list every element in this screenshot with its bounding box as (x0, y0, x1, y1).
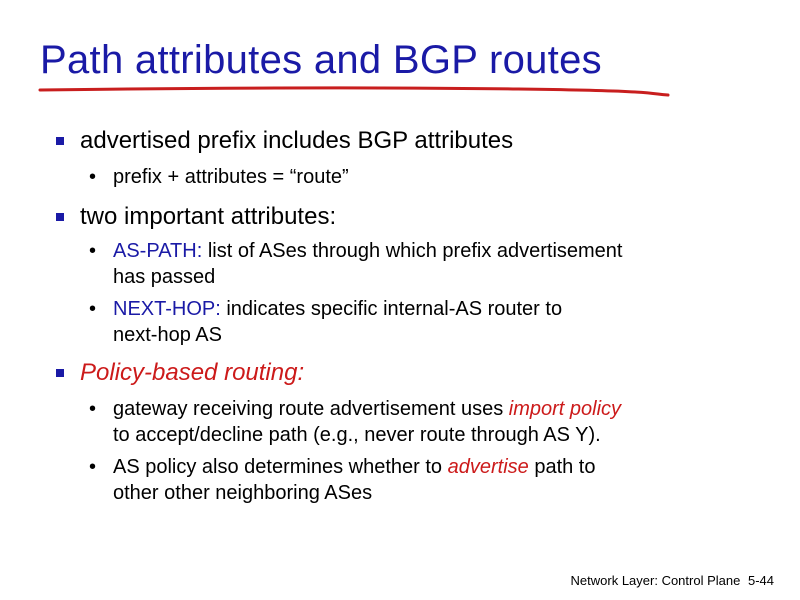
sub-bullet-text: prefix + attributes = “route” (113, 166, 349, 188)
next-hop-text-line2: next-hop AS (113, 324, 222, 346)
slide-body (50, 126, 770, 506)
advertise-text-line2: other other neighboring ASes (113, 482, 373, 504)
advertise-text: AS policy also determines whether to (113, 456, 448, 478)
bullet-policy-routing (50, 358, 770, 388)
bullet-important-attributes (50, 202, 770, 232)
bullet-advertised-prefix (50, 126, 770, 156)
sub-bullet-import-policy (50, 396, 770, 448)
import-policy-text-line2: to accept/decline path (e.g., never route through AS Y). (113, 424, 601, 446)
title-underline (38, 82, 670, 102)
square-bullet-icon (56, 137, 64, 145)
advertise-text-post: path to (528, 456, 596, 478)
sub-bullet-next-hop (50, 296, 770, 348)
slide-footer (571, 573, 774, 589)
dot-bullet-icon: • (89, 456, 97, 478)
as-path-keyword: AS-PATH: (113, 240, 203, 262)
as-path-text: list of ASes through which prefix advertisement (202, 240, 623, 262)
next-hop-keyword: NEXT-HOP: (113, 298, 221, 320)
dot-bullet-icon: • (89, 298, 97, 320)
bullet-text: Policy-based routing: (80, 359, 305, 386)
sub-bullet-advertise (50, 454, 770, 506)
square-bullet-icon (56, 369, 64, 377)
import-policy-text: gateway receiving route advertisement uses (113, 398, 509, 420)
as-path-text-line2: has passed (113, 266, 216, 288)
sub-bullet-route (50, 164, 770, 190)
import-policy-emphasis: import policy (508, 398, 622, 420)
dot-bullet-icon: • (89, 166, 97, 188)
advertise-emphasis: advertise (447, 456, 529, 478)
next-hop-text: indicates specific internal-AS router to (220, 298, 563, 320)
dot-bullet-icon: • (89, 240, 97, 262)
square-bullet-icon (56, 213, 64, 221)
sub-bullet-as-path (50, 238, 770, 290)
slide-title: Path attributes and BGP routes (40, 38, 602, 82)
dot-bullet-icon: • (89, 398, 97, 420)
bullet-text: two important attributes: (80, 203, 337, 230)
bullet-text: advertised prefix includes BGP attributes (80, 127, 514, 154)
footer-label: Network Layer: Control Plane (570, 573, 741, 588)
page-number: 5-44 (747, 573, 774, 588)
